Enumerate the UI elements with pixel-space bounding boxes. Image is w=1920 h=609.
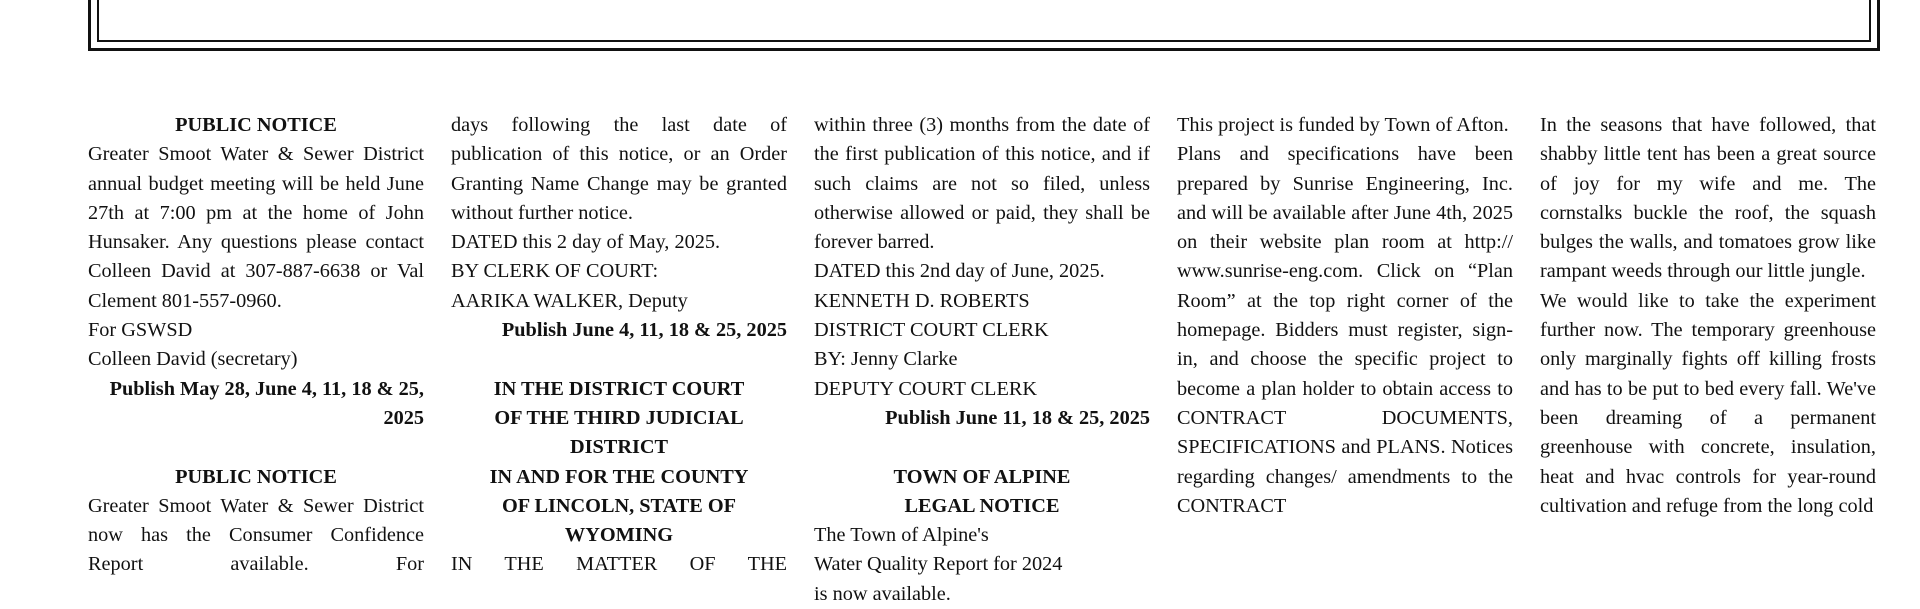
- clerk-title: DISTRICT COURT CLERK: [814, 319, 1049, 342]
- column-5: [1540, 111, 1876, 521]
- column-3: [814, 111, 1150, 609]
- notice-deputy: AARIKA WALKER, Deputy: [451, 289, 688, 312]
- notice-body-2: Greater Smoot Water & Sewer District now has the Consumer Confidence Report available. For: [88, 494, 424, 576]
- matter-line: IN THE MATTER OF THE: [451, 553, 787, 576]
- article-paragraph-1: In the seasons that have followed, that shabby little tent has been a great source of joy for my wife and me. The cornstalks buckle the roof, the squash bulges the walls, and tomatoes grow like rampant weeds through our little jungle.: [1540, 114, 1876, 283]
- notice-body: days following the last date of publication of this notice, or an Order Granting Name Change may be granted without further notice.: [451, 114, 787, 224]
- report-line: Water Quality Report for 2024: [814, 553, 1063, 576]
- publish-dates: Publish June 4, 11, 18 & 25, 2025: [501, 319, 787, 342]
- report-line: The Town of Alpine's: [814, 524, 989, 547]
- clerk-name: KENNETH D. ROBERTS: [814, 289, 1030, 312]
- article-paragraph-2: We would like to take the experiment further now. The temporary greenhouse only marginally fights off killing frosts and has to be put to bed every fall. We've been dreaming of a permanent greenhouse with concrete, insulation, heat and hvac controls for year-round cultivation and refuge from the long cold: [1540, 289, 1876, 517]
- court-heading-line: WYOMING: [564, 524, 674, 547]
- plans-body: Plans and specifications have been prepared by Sunrise Engineering, Inc. and will be available after June 4th, 2025 on their website plan room at http:// www.sunrise-eng.com. Click on “Plan Room” at the top right corner of the homepage. Bidders must register, sign-in, and choose the specific project to become a plan holder to obtain access to CONTRACT DOCUMENTS, SPECIFICATIONS and PLANS. Notices regarding changes/ amendments to the CONTRACT: [1177, 143, 1513, 517]
- column-4: [1177, 111, 1513, 521]
- page-border-frame: [88, 0, 1880, 51]
- court-heading-line: OF THE THIRD JUDICIAL: [494, 406, 744, 429]
- town-heading-line: LEGAL NOTICE: [904, 494, 1060, 517]
- column-1: [88, 111, 424, 580]
- notice-heading-2: PUBLIC NOTICE: [175, 465, 337, 488]
- publish-dates: Publish May 28, June 4, 11, 18 & 25, 2025: [109, 377, 424, 429]
- notice-signer: Colleen David (secretary): [88, 348, 298, 371]
- town-heading-line: TOWN OF ALPINE: [893, 465, 1071, 488]
- funding-note: This project is funded by Town of Afton.: [1177, 114, 1509, 136]
- deputy-title: DEPUTY COURT CLERK: [814, 377, 1038, 400]
- publish-dates: Publish June 11, 18 & 25, 2025: [885, 406, 1150, 429]
- notice-by: BY CLERK OF COURT:: [451, 260, 659, 283]
- notice-by: BY: Jenny Clarke: [814, 348, 958, 371]
- notice-for: For GSWSD: [88, 319, 193, 342]
- notice-dated: DATED this 2 day of May, 2025.: [451, 231, 721, 254]
- column-2: [451, 111, 787, 580]
- page-border-inner: [97, 0, 1871, 42]
- notice-dated: DATED this 2nd day of June, 2025.: [814, 260, 1105, 283]
- court-heading-line: IN THE DISTRICT COURT: [493, 377, 745, 400]
- court-heading-line: IN AND FOR THE COUNTY: [489, 465, 749, 488]
- notice-body: within three (3) months from the date of the first publication of this notice, and if such claims are not so filed, unless otherwise allowed or paid, they shall be forever barred.: [814, 114, 1150, 254]
- court-heading-line: DISTRICT: [569, 436, 669, 459]
- notice-body: Greater Smoot Water & Sewer District annual budget meeting will be held June 27th at 7:00 pm at the home of John Hunsaker. Any questions please contact Colleen David at 307-887-6638 or Val Clement 801-557-0960.: [88, 143, 424, 312]
- report-line: is now available.: [814, 582, 951, 605]
- notice-heading: PUBLIC NOTICE: [175, 114, 337, 136]
- court-heading-line: OF LINCOLN, STATE OF: [501, 494, 736, 517]
